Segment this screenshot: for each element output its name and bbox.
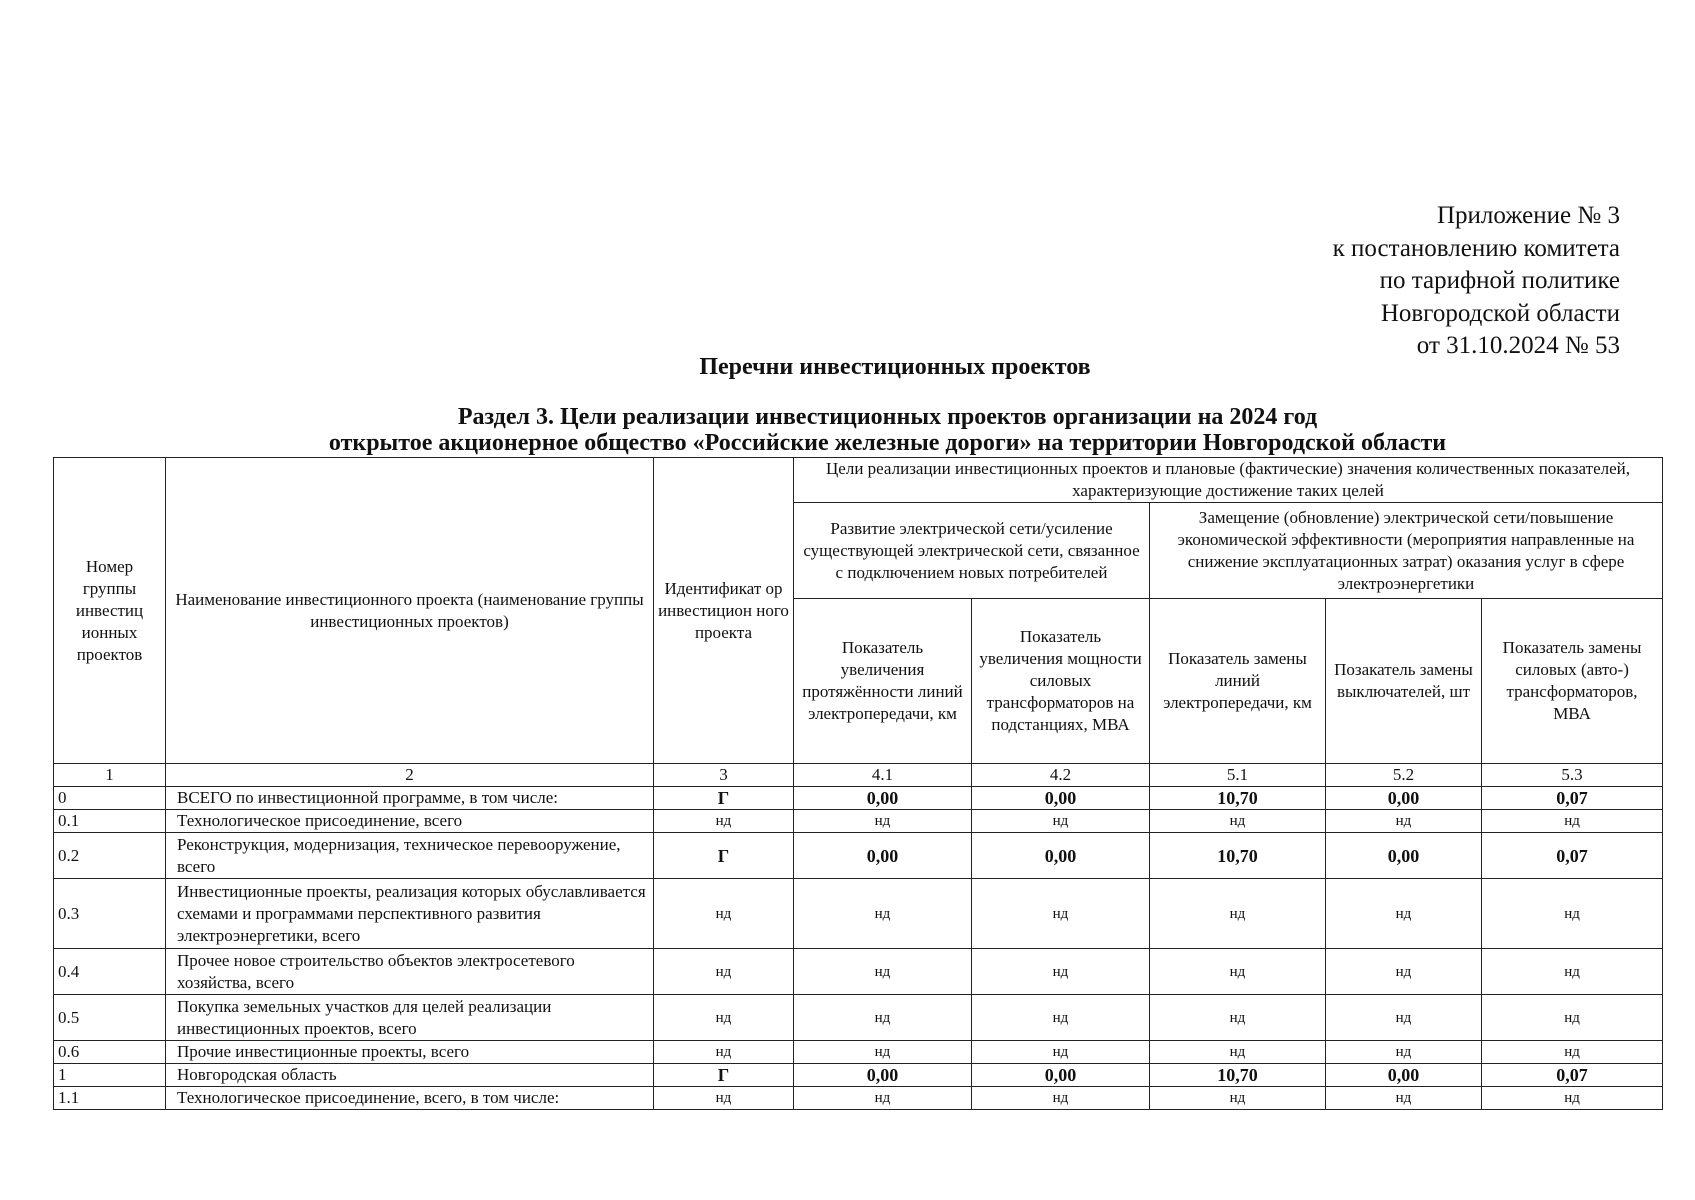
column-number: 2 (166, 764, 654, 787)
document-title: Перечни инвестиционных проектов (699, 354, 1091, 380)
cell-5-3: 0,07 (1482, 833, 1663, 879)
cell-5-1: 10,70 (1150, 787, 1326, 810)
appendix-line: от 31.10.2024 № 53 (1416, 332, 1620, 359)
cell-5-2: нд (1326, 995, 1482, 1041)
header-group-replacement: Замещение (обновление) электрической сети/повышение экономической эффективности (мероприятия направленные на снижение эксплуатационных затрат) оказания услуг в сфере электроэнергетики (1150, 503, 1663, 599)
table-row (54, 949, 1663, 995)
cell-4-1: 0,00 (794, 787, 972, 810)
cell-5-2: 0,00 (1326, 787, 1482, 810)
row-name: Покупка земельных участков для целей реализации инвестиционных проектов, всего (166, 995, 654, 1041)
appendix-line: Новгородской области (1380, 299, 1620, 327)
cell-5-3: 0,07 (1482, 1064, 1663, 1087)
column-number: 5.2 (1326, 764, 1482, 787)
row-name: Реконструкция, модернизация, техническое перевооружение, всего (166, 833, 654, 879)
row-id: Г (654, 1064, 794, 1087)
row-id: нд (654, 810, 794, 833)
row-name: Технологическое присоединение, всего, в том числе: (166, 1087, 654, 1110)
appendix-line: Приложение № 3 (1436, 202, 1620, 229)
column-number: 4.2 (972, 764, 1150, 787)
cell-5-1: 10,70 (1150, 833, 1326, 879)
table-row (54, 810, 1663, 833)
row-name: ВСЕГО по инвестиционной программе, в том числе: (166, 787, 654, 810)
cell-4-1: 0,00 (794, 833, 972, 879)
header-indicator-4-1: Показатель увеличения протяжённости линий электропередачи, км (794, 599, 972, 764)
cell-5-1: нд (1150, 879, 1326, 949)
investment-table (53, 457, 1663, 1110)
cell-4-2: нд (972, 949, 1150, 995)
row-name: Инвестиционные проекты, реализация которых обуславливается схемами и программами перспективного развития электроэнергетики, всего (166, 879, 654, 949)
table-row (54, 1041, 1663, 1064)
section-heading (0, 404, 1695, 456)
cell-5-2: нд (1326, 810, 1482, 833)
column-number: 3 (654, 764, 794, 787)
cell-5-2: 0,00 (1326, 1064, 1482, 1087)
row-id: нд (654, 879, 794, 949)
cell-5-3: нд (1482, 949, 1663, 995)
row-name: Прочее новое строительство объектов электросетевого хозяйства, всего (166, 949, 654, 995)
table-row (54, 1087, 1663, 1110)
cell-5-3: нд (1482, 1041, 1663, 1064)
row-number: 0.4 (54, 949, 166, 995)
header-group-development: Развитие электрической сети/усиление существующей электрической сети, связанное с подключением новых потребителей (794, 503, 1150, 599)
appendix-block (1333, 200, 1620, 363)
cell-4-2: нд (972, 995, 1150, 1041)
column-number: 5.1 (1150, 764, 1326, 787)
cell-5-2: нд (1326, 879, 1482, 949)
cell-5-1: нд (1150, 1087, 1326, 1110)
cell-5-3: нд (1482, 810, 1663, 833)
cell-4-2: нд (972, 1087, 1150, 1110)
header-indicator-5-3: Показатель замены силовых (авто-) трансформаторов, МВА (1482, 599, 1663, 764)
cell-5-1: 10,70 (1150, 1064, 1326, 1087)
cell-5-1: нд (1150, 1041, 1326, 1064)
cell-4-2: нд (972, 810, 1150, 833)
column-number: 4.1 (794, 764, 972, 787)
cell-4-1: 0,00 (794, 1064, 972, 1087)
row-number: 1.1 (54, 1087, 166, 1110)
cell-5-2: 0,00 (1326, 833, 1482, 879)
row-id: Г (654, 787, 794, 810)
appendix-line: по тарифной политике (1379, 267, 1620, 294)
cell-4-2: нд (972, 1041, 1150, 1064)
header-indicator-5-1: Показатель замены линий электропередачи, км (1150, 599, 1326, 764)
cell-5-2: нд (1326, 949, 1482, 995)
cell-5-2: нд (1326, 1087, 1482, 1110)
cell-4-1: нд (794, 995, 972, 1041)
cell-5-1: нд (1150, 810, 1326, 833)
row-id: Г (654, 833, 794, 879)
cell-5-3: нд (1482, 879, 1663, 949)
row-name: Новгородская область (166, 1064, 654, 1087)
cell-4-2: 0,00 (972, 833, 1150, 879)
header-project-id: Идентификат ор инвестицион ного проекта (654, 458, 794, 764)
row-id: нд (654, 1087, 794, 1110)
column-number: 1 (54, 764, 166, 787)
row-id: нд (654, 995, 794, 1041)
row-name: Технологическое присоединение, всего (166, 810, 654, 833)
column-numbers-row (54, 764, 1663, 787)
cell-4-1: нд (794, 879, 972, 949)
header-group-number: Номер группы инвестиц ионных проектов (54, 458, 166, 764)
section-title: Раздел 3. Цели реализации инвестиционных проектов организации на 2024 год (457, 404, 1318, 430)
cell-5-3: 0,07 (1482, 787, 1663, 810)
table-row (54, 833, 1663, 879)
table-row (54, 787, 1663, 810)
row-number: 0.5 (54, 995, 166, 1041)
row-number: 0.3 (54, 879, 166, 949)
header-project-name: Наименование инвестиционного проекта (наименование группы инвестиционных проектов) (166, 458, 654, 764)
cell-5-3: нд (1482, 1087, 1663, 1110)
cell-4-1: нд (794, 949, 972, 995)
row-id: нд (654, 949, 794, 995)
cell-5-2: нд (1326, 1041, 1482, 1064)
cell-4-1: нд (794, 1041, 972, 1064)
cell-5-3: нд (1482, 995, 1663, 1041)
cell-4-2: 0,00 (972, 1064, 1150, 1087)
cell-4-2: нд (972, 879, 1150, 949)
row-number: 0.2 (54, 833, 166, 879)
header-goals: Цели реализации инвестиционных проектов и плановые (фактические) значения количественных показателей, характеризующие достижение таких целей (794, 458, 1663, 503)
column-number: 5.3 (1482, 764, 1663, 787)
row-number: 0.6 (54, 1041, 166, 1064)
table-row (54, 995, 1663, 1041)
table-row (54, 1064, 1663, 1087)
table-row (54, 879, 1663, 949)
appendix-line: к постановлению комитета (1332, 234, 1620, 262)
cell-4-1: нд (794, 1087, 972, 1110)
header-indicator-5-2: Позакатель замены выключателей, шт (1326, 599, 1482, 764)
row-name: Прочие инвестиционные проекты, всего (166, 1041, 654, 1064)
cell-5-1: нд (1150, 995, 1326, 1041)
organization-line: открытое акционерное общество «Российские железные дороги» на территории Новгородской области (328, 430, 1447, 456)
row-number: 0 (54, 787, 166, 810)
row-number: 1 (54, 1064, 166, 1087)
row-id: нд (654, 1041, 794, 1064)
row-number: 0.1 (54, 810, 166, 833)
cell-4-2: 0,00 (972, 787, 1150, 810)
cell-4-1: нд (794, 810, 972, 833)
header-indicator-4-2: Показатель увеличения мощности силовых трансформаторов на подстанциях, МВА (972, 599, 1150, 764)
cell-5-1: нд (1150, 949, 1326, 995)
